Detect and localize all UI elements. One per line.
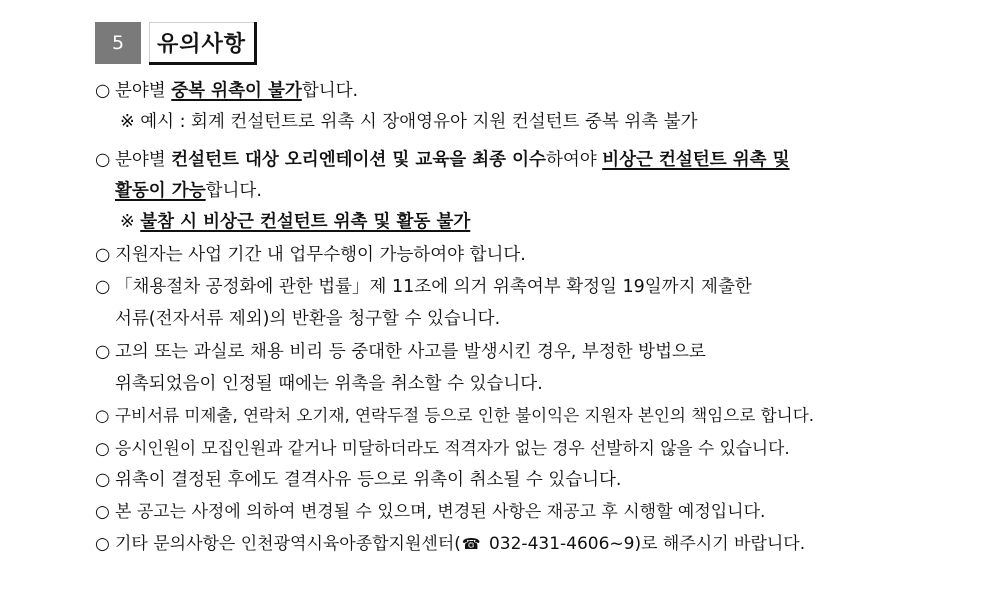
bullet-circle: ○	[95, 470, 111, 490]
bullet-circle: ○	[95, 81, 111, 101]
section-title: 유의사항	[149, 22, 257, 65]
notice-item-2-note: ※ 불참 시 비상근 컨설턴트 위촉 및 활동 불가	[120, 212, 471, 232]
bullet-circle: ○	[95, 534, 110, 554]
bullet-circle: ○	[95, 342, 111, 362]
notice-item-2-cont: 활동이 가능합니다.	[115, 181, 262, 201]
bullet-circle: ○	[95, 277, 111, 297]
notice-item-10: ○ 기타 문의사항은 인천광역시육아종합지원센터(☎ 032-431-4606~9)로 해주시기 바랍니다.	[95, 534, 806, 554]
bullet-circle: ○	[95, 502, 110, 522]
notice-item-4-cont: 서류(전자서류 제외)의 반환을 청구할 수 있습니다.	[115, 309, 501, 329]
section-header	[95, 22, 257, 66]
bullet-circle: ○	[95, 406, 110, 425]
bullet-circle: ○	[95, 150, 111, 170]
section-number: 5	[95, 22, 141, 64]
notice-item-1-note: ※ 예시 : 회계 컨설턴트로 위촉 시 장애영유아 지원 컨설턴트 중복 위촉 불가	[120, 112, 698, 132]
notice-item-1: ○ 분야별 중복 위촉이 불가합니다.	[95, 81, 359, 101]
notice-item-9: ○ 본 공고는 사정에 의하여 변경될 수 있으며, 변경된 사항은 재공고 후 시행할 예정입니다.	[95, 502, 766, 522]
phone-icon: ☎	[461, 535, 481, 553]
notice-item-4: ○ 「채용절차 공정화에 관한 법률」제 11조에 의거 위촉여부 확정일 19일까지 제출한	[95, 277, 752, 297]
notice-item-5-cont: 위촉되었음이 인정될 때에는 위촉을 취소할 수 있습니다.	[115, 374, 543, 394]
notice-item-7: ○ 응시인원이 모집인원과 같거나 미달하더라도 적격자가 없는 경우 선발하지 않을 수 있습니다.	[95, 438, 790, 458]
notice-item-5: ○ 고의 또는 과실로 채용 비리 등 중대한 사고를 발생시킨 경우, 부정한 방법으로	[95, 342, 706, 362]
notice-item-8: ○ 위촉이 결정된 후에도 결격사유 등으로 위촉이 취소될 수 있습니다.	[95, 470, 622, 490]
notice-item-6: ○ 구비서류 미제출, 연락처 오기재, 연락두절 등으로 인한 불이익은 지원자 본인의 책임으로 합니다.	[95, 404, 814, 428]
bullet-circle: ○	[95, 438, 110, 458]
notice-item-3: ○ 지원자는 사업 기간 내 업무수행이 가능하여야 합니다.	[95, 245, 526, 265]
notice-item-2: ○ 분야별 컨설턴트 대상 오리엔테이션 및 교육을 최종 이수하여야 비상근 컨설턴트 위촉 및	[95, 150, 790, 170]
bullet-circle: ○	[95, 245, 111, 265]
